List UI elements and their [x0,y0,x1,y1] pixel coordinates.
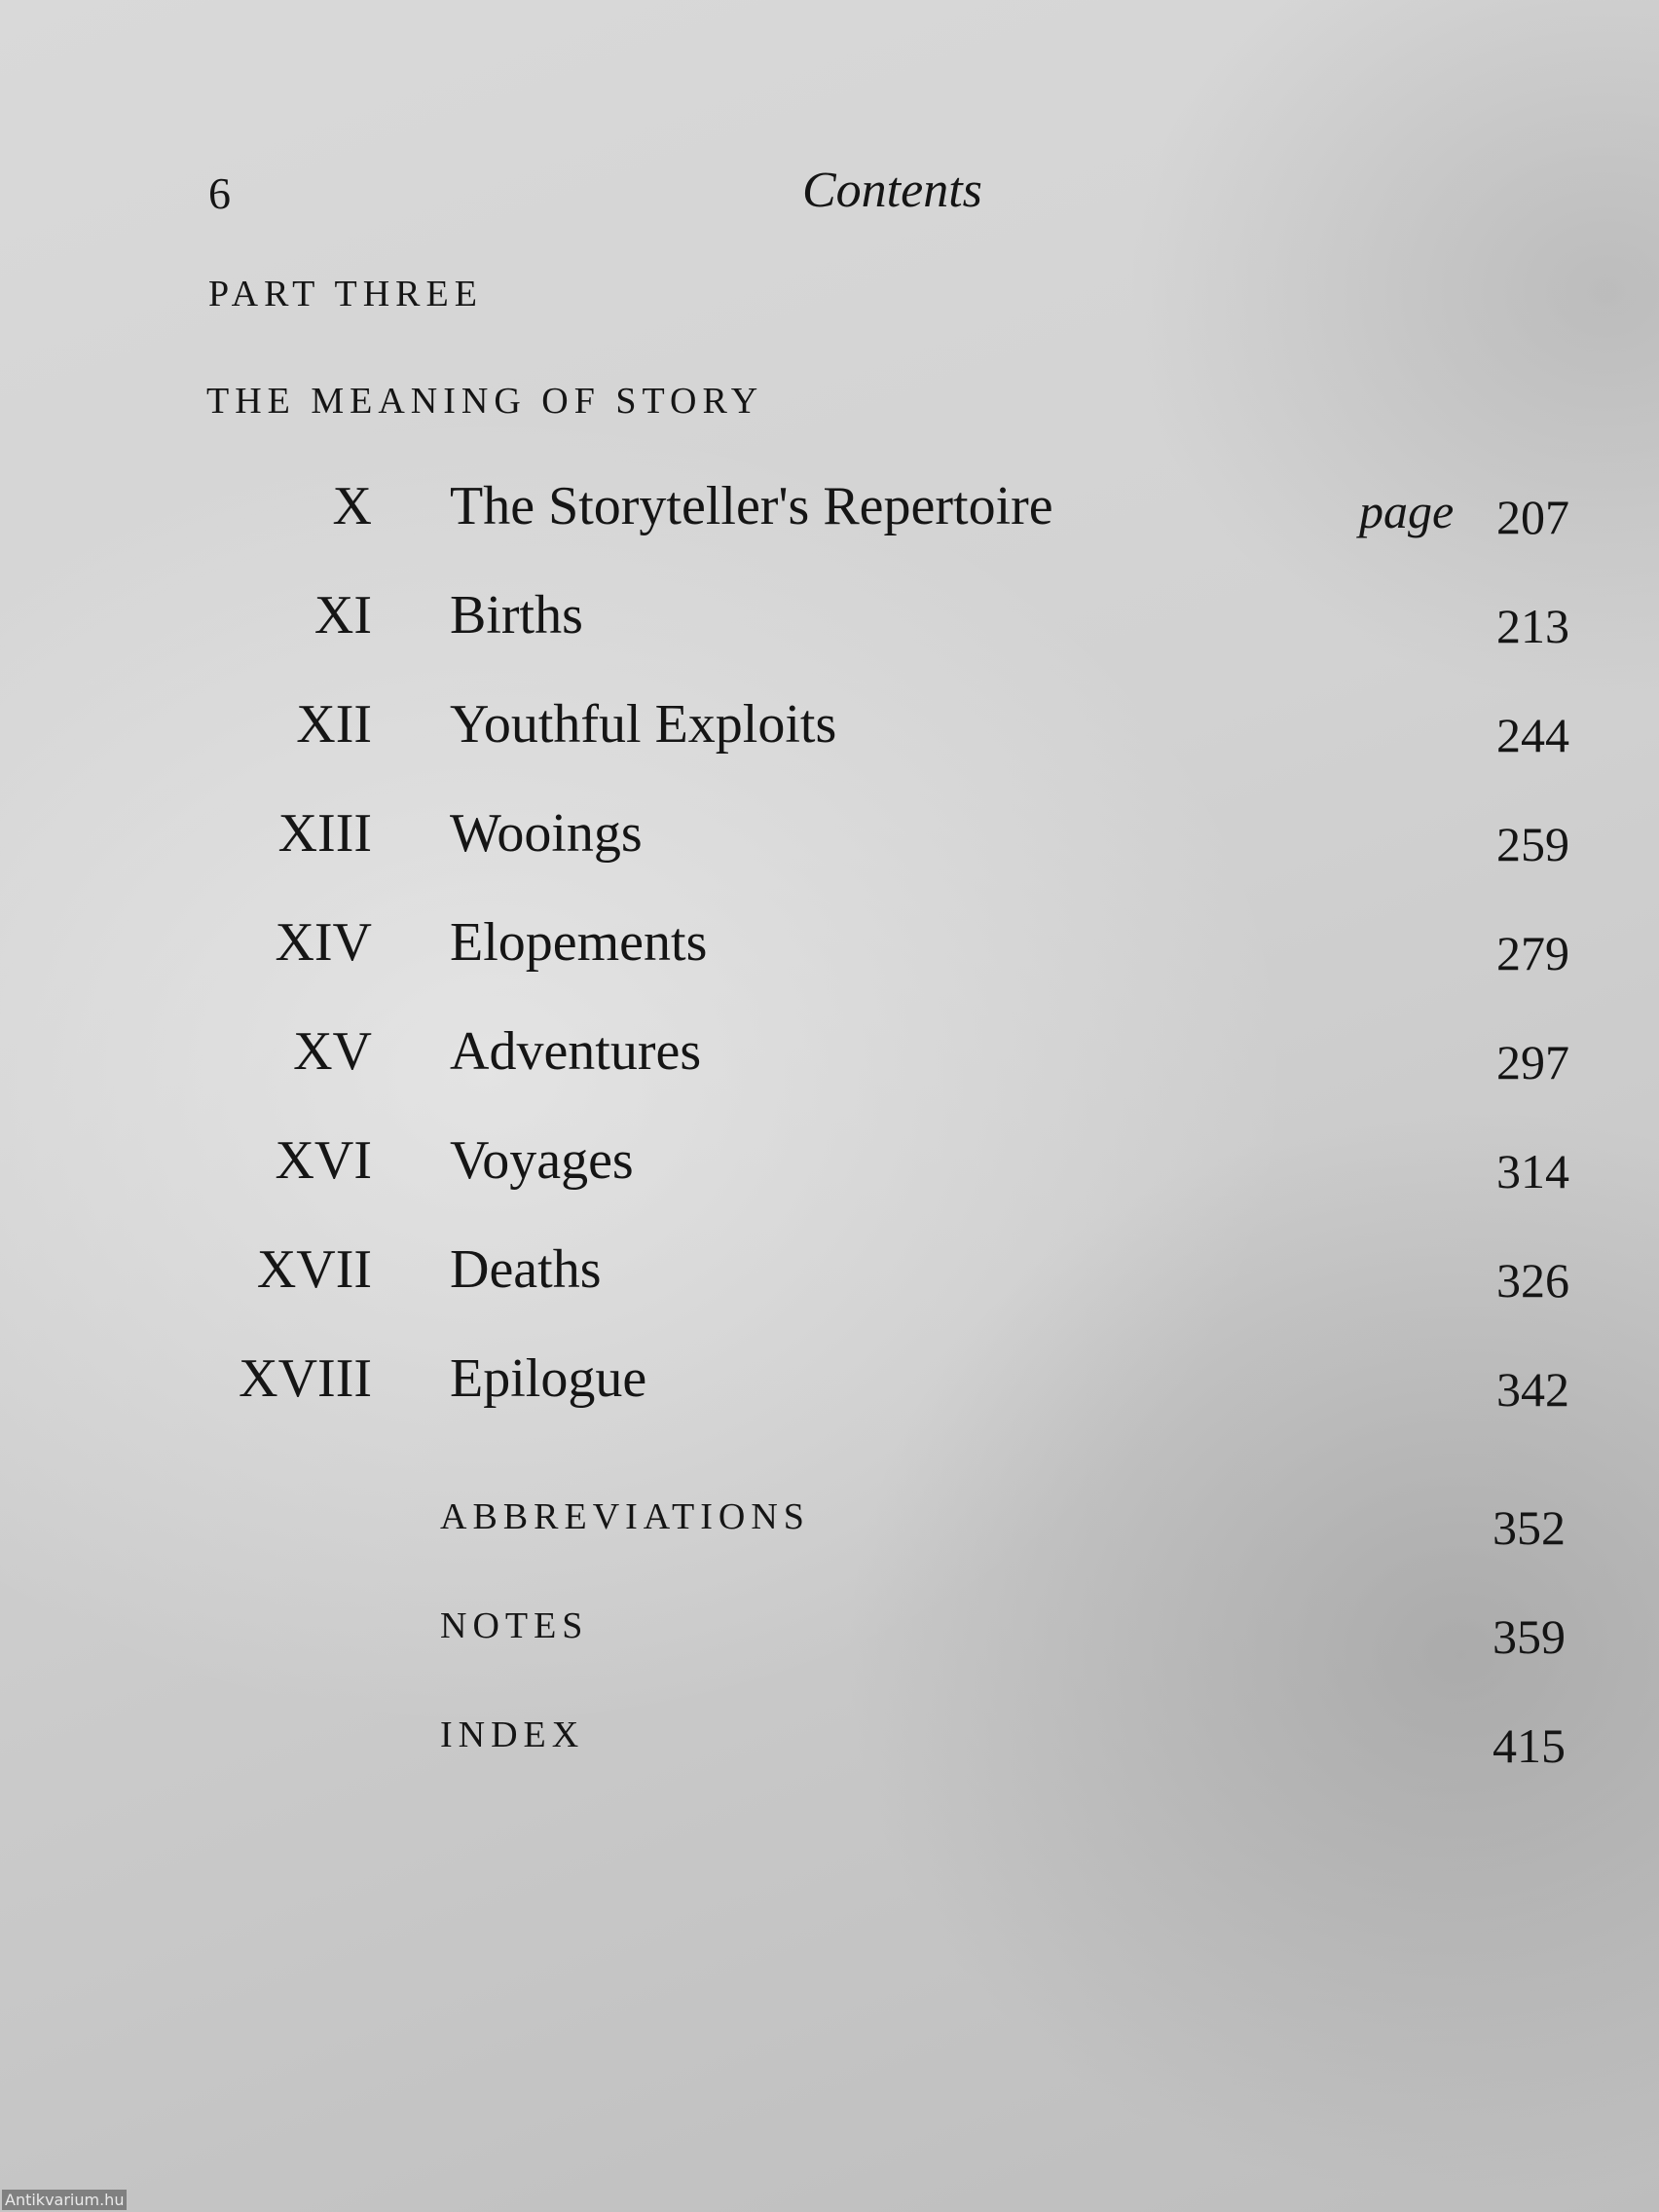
chapter-title: Youthful Exploits [450,694,837,755]
part-title: THE MEANING OF STORY [206,381,764,422]
chapter-title: Deaths [450,1239,602,1300]
toc-entry [0,1495,1659,1564]
page-number: 6 [208,168,231,218]
chapter-number: X [332,476,372,536]
page-ref: 352 [1493,1500,1566,1555]
watermark: Antikvarium.hu [2,2190,127,2210]
toc-entry [0,1020,1659,1088]
part-label: PART THREE [208,274,483,314]
back-matter-title: ABBREVIATIONS [440,1496,810,1537]
toc-entry [0,1604,1659,1673]
page-ref: 279 [1496,926,1569,980]
toc-entry [0,1347,1659,1416]
page-ref: 415 [1493,1718,1566,1773]
chapter-title: Wooings [450,803,643,864]
chapter-number: XII [296,694,372,755]
page-ref: 342 [1496,1362,1569,1417]
chapter-number: XI [313,585,372,645]
toc-entry [0,1714,1659,1782]
toc-entry [0,911,1659,979]
page-ref: 207 [1496,490,1569,544]
page-word: page [1359,484,1455,538]
chapter-number: XV [293,1021,372,1082]
running-head: Contents [802,163,982,218]
chapter-title: Epilogue [450,1348,647,1409]
page-ref: 326 [1496,1253,1569,1308]
back-matter-title: NOTES [440,1605,589,1646]
chapter-title: Births [450,585,583,645]
toc-entry [0,1238,1659,1307]
chapter-title: Adventures [450,1021,702,1082]
chapter-title: Voyages [450,1130,634,1191]
chapter-number: XVI [275,1130,372,1191]
chapter-number: XIII [277,803,372,864]
page-ref: 314 [1496,1144,1569,1198]
chapter-title: The Storyteller's Repertoire [450,476,1053,536]
toc-entry [0,1129,1659,1198]
chapter-number: XVII [256,1239,372,1300]
page-ref: 259 [1496,817,1569,871]
chapter-number: XIV [275,912,372,973]
chapter-number: XVIII [239,1348,372,1409]
page-ref: 297 [1496,1035,1569,1089]
page-ref: 213 [1496,599,1569,653]
chapter-title: Elopements [450,912,708,973]
toc-entry [0,802,1659,870]
toc-entry [0,693,1659,761]
toc-entry [0,475,1659,543]
page-ref: 244 [1496,708,1569,762]
back-matter-title: INDEX [440,1714,585,1755]
page-ref: 359 [1493,1609,1566,1664]
toc-entry [0,584,1659,652]
